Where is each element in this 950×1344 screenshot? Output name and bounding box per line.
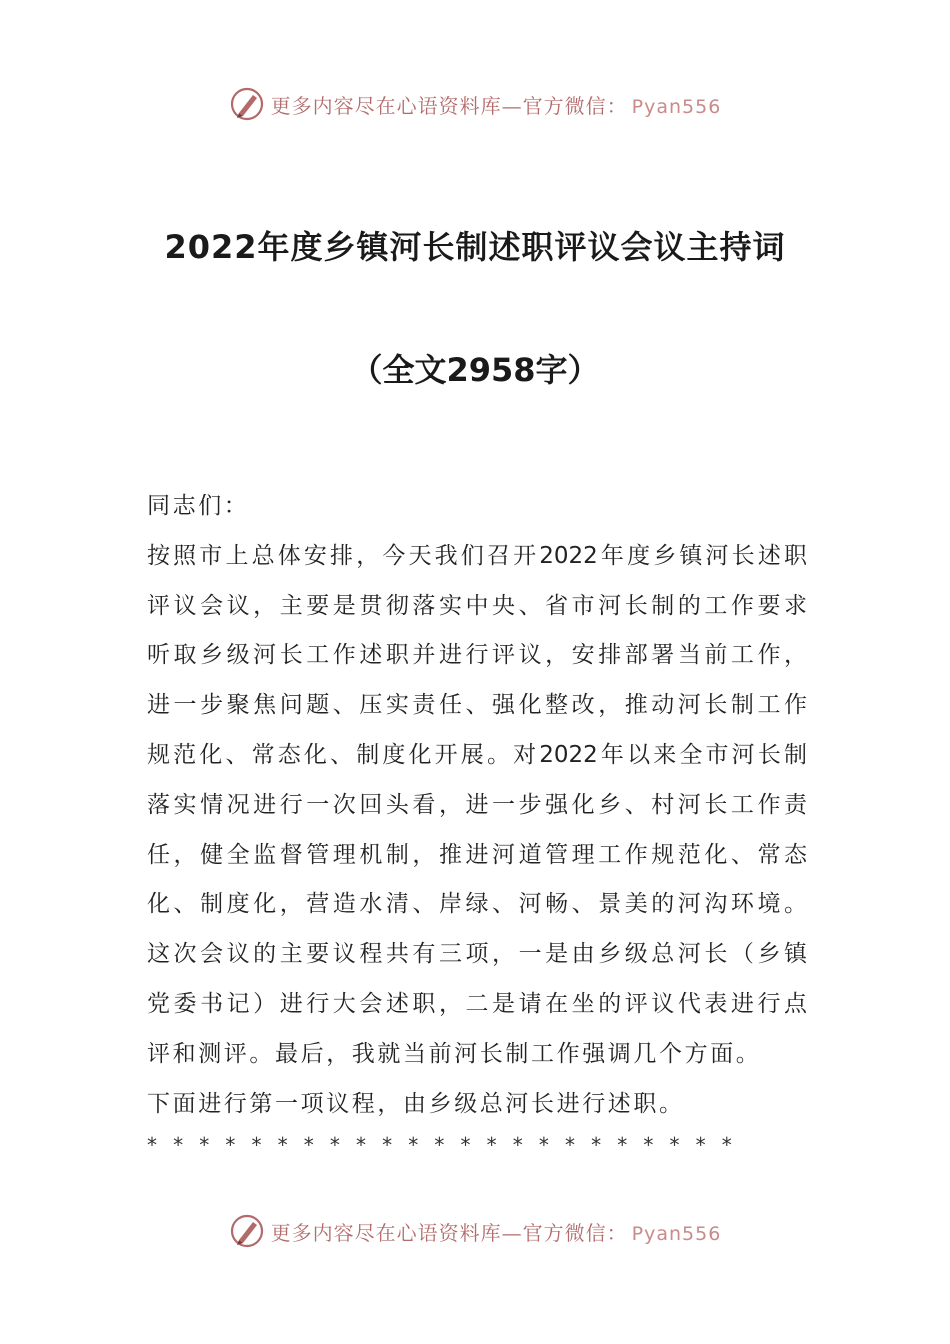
separator-star: * — [721, 1133, 732, 1157]
separator-star: * — [277, 1133, 288, 1157]
document-body — [147, 482, 807, 1129]
separator-star: * — [382, 1133, 393, 1157]
body-line: 进一步聚焦问题、压实责任、强化整改，推动河长制工作 — [147, 692, 807, 719]
separator-star: * — [512, 1133, 523, 1157]
footer-watermark — [0, 1211, 950, 1251]
separator-star: * — [565, 1133, 575, 1157]
separator-star: * — [356, 1133, 366, 1157]
separator-star: * — [199, 1133, 210, 1157]
separator-star: * — [669, 1133, 680, 1157]
separator-stars — [147, 1133, 732, 1157]
body-line: 同志们： — [147, 493, 250, 519]
wechat-id: Pyan556 — [631, 1222, 722, 1245]
pen-logo-icon — [229, 1213, 265, 1249]
separator-star: * — [329, 1133, 340, 1157]
separator-star: * — [643, 1133, 654, 1157]
separator-star: * — [251, 1133, 262, 1157]
separator-star: * — [408, 1133, 419, 1157]
header-watermark — [0, 84, 950, 124]
body-line: 按照市上总体安排，今天我们召开2022年度乡镇河长述职 — [147, 542, 807, 569]
body-line: 党委书记）进行大会述职，二是请在坐的评议代表进行点 — [147, 990, 807, 1017]
separator-star: * — [173, 1133, 184, 1157]
separator-star: * — [303, 1133, 314, 1157]
body-line: 任，健全监督管理机制，推进河道管理工作规范化、常态 — [147, 841, 807, 868]
body-line: 评和测评。最后，我就当前河长制工作强调几个方面。 — [147, 1040, 762, 1067]
watermark-text: 更多内容尽在心语资料库—官方微信： Pyan556 — [270, 93, 722, 118]
separator-star: * — [617, 1133, 628, 1157]
separator-star: * — [591, 1133, 602, 1157]
separator-star: * — [538, 1133, 549, 1157]
body-line: 落实情况进行一次回头看，进一步强化乡、村河长工作责 — [147, 791, 807, 818]
pen-logo-icon — [229, 86, 265, 122]
separator-star: * — [695, 1133, 706, 1157]
body-line: 下面进行第一项议程，由乡级总河长进行述职。 — [147, 1090, 685, 1117]
document-subtitle: （全文2958字） — [350, 351, 600, 389]
document-title: 2022年度乡镇河长制述职评议会议主持词 — [164, 228, 786, 266]
watermark-text: 更多内容尽在心语资料库—官方微信： Pyan556 — [270, 1220, 722, 1245]
body-line: 评议会议，主要是贯彻落实中央、省市河长制的工作要求 — [147, 592, 807, 619]
separator-star: * — [225, 1133, 236, 1157]
body-line: 规范化、常态化、制度化开展。对2022年以来全市河长制 — [147, 741, 807, 768]
separator-star: * — [486, 1133, 497, 1157]
separator-star: * — [434, 1133, 445, 1157]
body-line: 这次会议的主要议程共有三项，一是由乡级总河长（乡镇 — [147, 941, 807, 968]
wechat-id: Pyan556 — [631, 95, 722, 118]
separator-star: * — [147, 1133, 157, 1157]
body-line: 听取乡级河长工作述职并进行评议，安排部署当前工作， — [147, 642, 807, 669]
body-line: 化、制度化，营造水清、岸绿、河畅、景美的河沟环境。 — [147, 891, 807, 918]
separator-star: * — [460, 1133, 471, 1157]
